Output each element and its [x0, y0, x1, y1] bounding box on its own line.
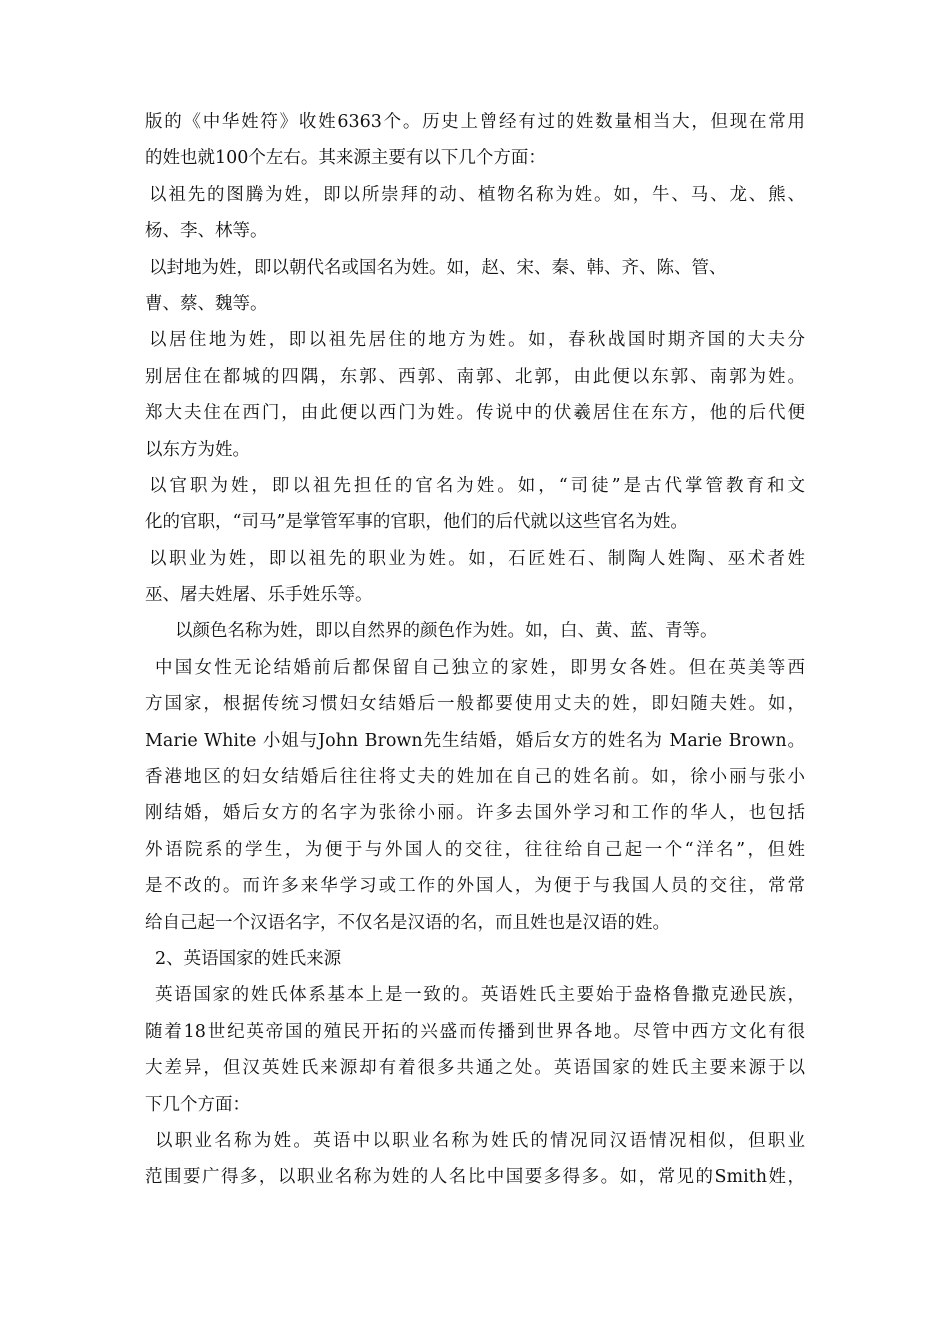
text-line: 别居住在都城的四隅，东郭、西郭、南郭、北郭，由此便以东郭、南郭为姓。	[145, 366, 805, 387]
text-line: 英语国家的姓氏体系基本上是一致的。英语姓氏主要始于盎格鲁撒克逊民族，	[155, 985, 805, 1006]
text-line: 以职业为姓，即以祖先的职业为姓。如，石匠姓石、制陶人姓陶、巫术者姓	[149, 548, 805, 569]
text-line: 以颜色名称为姓，即以自然界的颜色作为姓。如，白、黄、蓝、青等。	[175, 621, 718, 642]
text-line: 版的《中华姓符》收姓6363个。历史上曾经有过的姓数量相当大，但现在常用	[145, 112, 805, 132]
text-line: 随着18世纪英帝国的殖民开拓的兴盛而传播到世界各地。尽管中西方文化有很	[145, 1021, 805, 1042]
text-line: 大差异，但汉英姓氏来源却有着很多共通之处。英语国家的姓氏主要来源于以	[145, 1058, 805, 1079]
text-line: 下几个方面：	[145, 1094, 250, 1115]
text-line: 以东方为姓。	[145, 439, 250, 460]
text-line: 以职业名称为姓。英语中以职业名称为姓氏的情况同汉语情况相似，但职业	[155, 1130, 805, 1151]
text-line: 郑大夫住在西门，由此便以西门为姓。传说中的伏羲居住在东方，他的后代便	[145, 403, 805, 424]
text-line: 外语院系的学生，为便于与外国人的交往，往往给自己起一个“洋名”，但姓	[145, 839, 805, 860]
text-line: 的姓也就100个左右。其来源主要有以下几个方面：	[145, 148, 546, 169]
text-line: 刚结婚，婚后女方的名字为张徐小丽。许多去国外学习和工作的华人，也包括	[145, 803, 805, 824]
text-line: 以封地为姓，即以朝代名或国名为姓。如，赵、宋、秦、韩、齐、陈、管、	[149, 257, 727, 278]
text-line: 方国家，根据传统习惯妇女结婚后一般都要使用丈夫的姓，即妇随夫姓。如，	[145, 694, 805, 715]
text-line: 以祖先的图腾为姓，即以所崇拜的动、植物名称为姓。如，牛、马、龙、熊、	[149, 184, 805, 205]
text-line: 以官职为姓，即以祖先担任的官名为姓。如，“司徒”是古代掌管教育和文	[149, 475, 805, 496]
text-line: 杨、李、林等。	[145, 221, 268, 242]
text-line: 是不改的。而许多来华学习或工作的外国人，为便于与我国人员的交往，常常	[145, 876, 805, 897]
text-line: 以居住地为姓，即以祖先居住的地方为姓。如，春秋战国时期齐国的大夫分	[149, 330, 805, 351]
text-line: 巫、屠夫姓屠、乐手姓乐等。	[145, 585, 373, 606]
text-line: 给自己起一个汉语名字，不仅名是汉语的名，而且姓也是汉语的姓。	[145, 912, 670, 933]
text-line: 香港地区的妇女结婚后往往将丈夫的姓加在自己的姓名前。如，徐小丽与张小	[145, 767, 805, 788]
text-line: 范围要广得多，以职业名称为姓的人名比中国要多得多。如，常见的Smith姓，	[145, 1167, 805, 1188]
text-line: 中国女性无论结婚前后都保留自己独立的家姓，即男女各姓。但在英美等西	[155, 657, 805, 678]
document-body	[145, 104, 805, 1196]
text-line: Marie White 小姐与John Brown先生结婚，婚后女方的姓名为 Marie Brown。	[145, 730, 805, 751]
text-line: 化的官职，“司马”是掌管军事的官职，他们的后代就以这些官名为姓。	[145, 512, 688, 533]
text-line: 曹、蔡、魏等。	[145, 293, 268, 314]
section-heading: 2、英语国家的姓氏来源	[155, 948, 342, 969]
